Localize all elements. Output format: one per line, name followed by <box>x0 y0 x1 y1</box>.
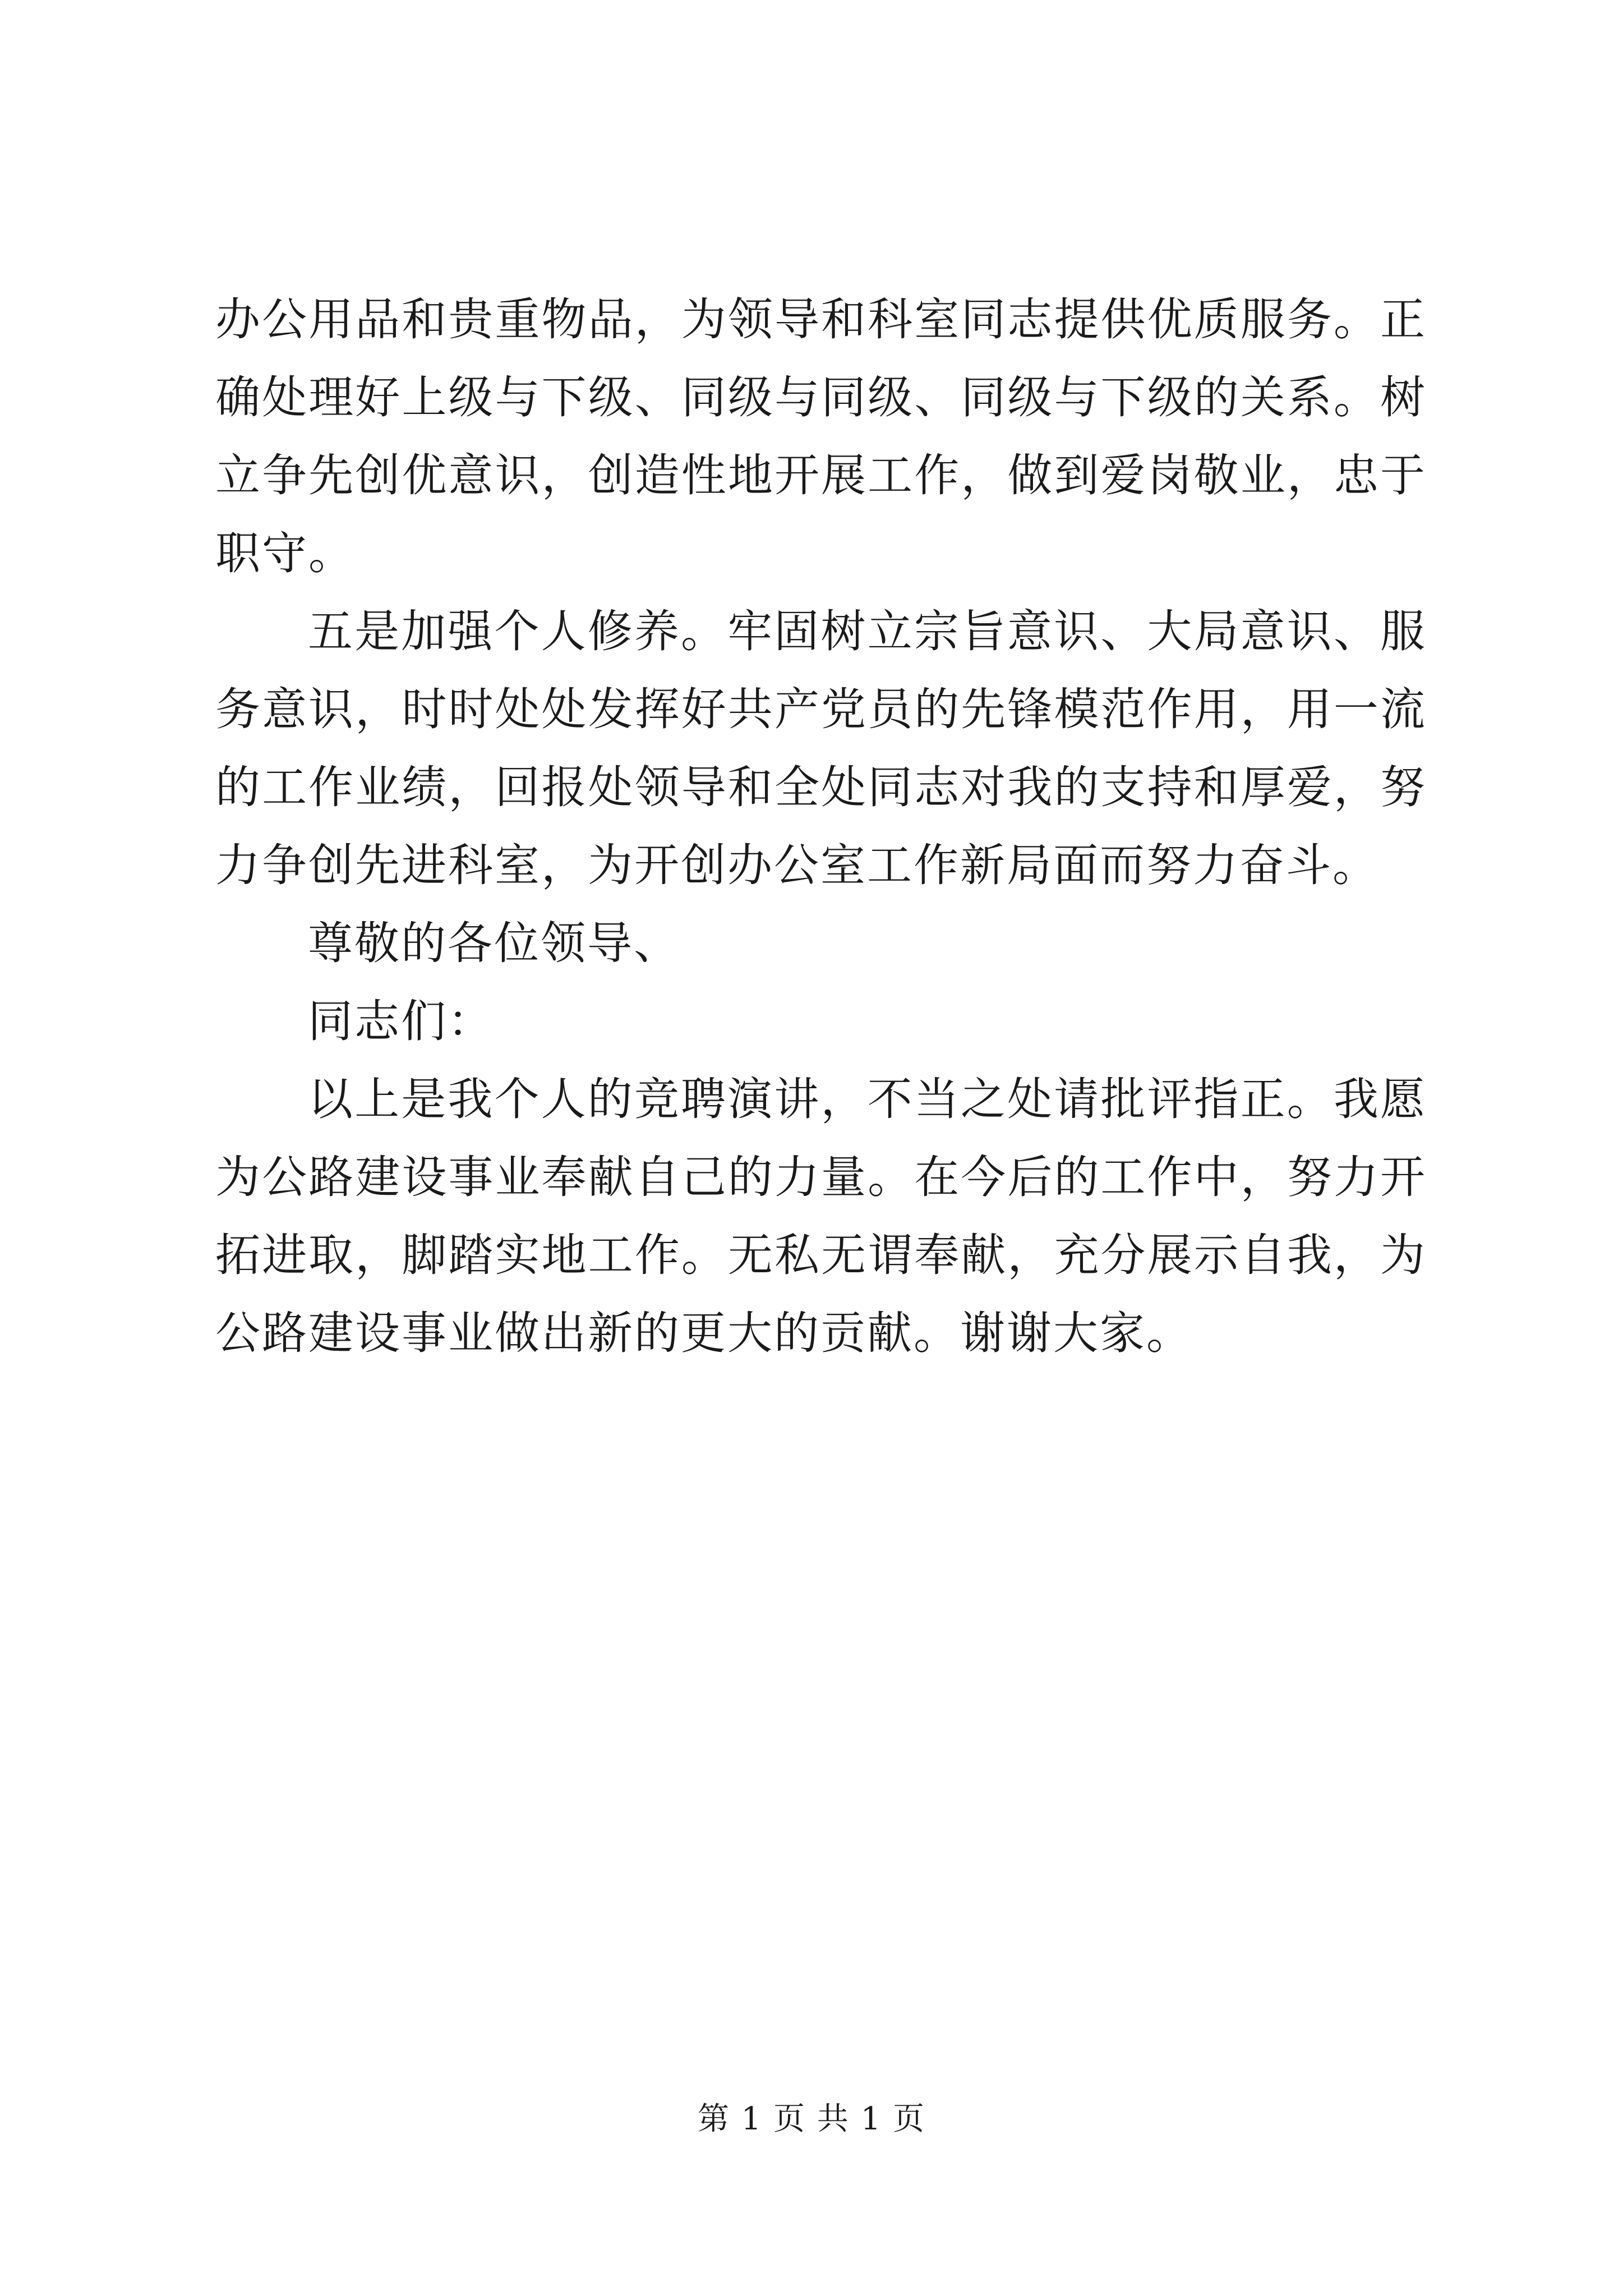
paragraph-continuation: 办公用品和贵重物品，为领导和科室同志提供优质服务。正确处理好上级与下级、同级与同级、同级与下级的关系。树立争先创优意识，创造性地开展工作，做到爱岗敬业，忠于职守。 <box>215 293 1427 579</box>
salutation-comrades: 同志们： <box>308 995 494 1047</box>
page-number-footer: 第 1 页 共 1 页 <box>697 2101 926 2137</box>
document-body <box>215 280 1427 1372</box>
paragraph-closing: 以上是我个人的竞聘演讲，不当之处请批评指正。我愿为公路建设事业奉献自己的力量。在今后的工作中，努力开拓进取，脚踏实地工作。无私无谓奉献，充分展示自我，为公路建设事业做出新的更大的贡献。谢谢大家。 <box>215 1073 1427 1359</box>
paragraph-personal-cultivation: 五是加强个人修养。牢固树立宗旨意识、大局意识、服务意识，时时处处发挥好共产党员的先锋模范作用，用一流的工作业绩，回报处领导和全处同志对我的支持和厚爱，努力争创先进科室，为开创办公室工作新局面而努力奋斗。 <box>215 605 1427 891</box>
salutation-leaders: 尊敬的各位领导、 <box>308 917 680 969</box>
